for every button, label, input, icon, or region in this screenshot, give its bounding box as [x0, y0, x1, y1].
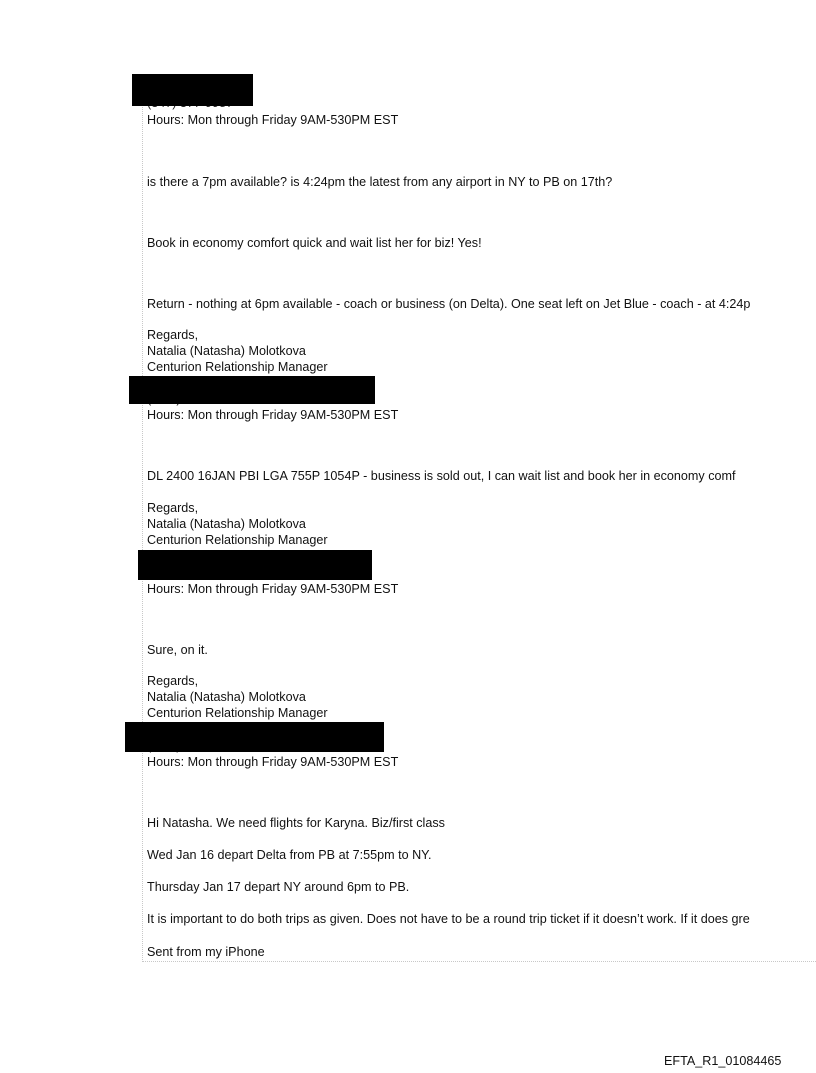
redaction-box: [125, 722, 384, 752]
quote-border-bottom: [142, 961, 816, 962]
message-signature: Sent from my iPhone: [147, 945, 265, 959]
document-id: EFTA_R1_01084465: [664, 1054, 782, 1068]
message-body: Sure, on it.: [147, 643, 208, 657]
signature-title: Centurion Relationship Manager: [147, 706, 328, 720]
message-body: DL 2400 16JAN PBI LGA 755P 1054P - business is sold out, I can wait list and book her in economy comf: [147, 469, 736, 483]
message-body: Book in economy comfort quick and wait list her for biz! Yes!: [147, 236, 482, 250]
hours-line: Hours: Mon through Friday 9AM-530PM EST: [147, 113, 399, 127]
signature-title: Centurion Relationship Manager: [147, 533, 328, 547]
hours-line: Hours: Mon through Friday 9AM-530PM EST: [147, 755, 399, 769]
message-greeting: Hi Natasha. We need flights for Karyna. Biz/first class: [147, 816, 445, 830]
signature-name: Natalia (Natasha) Molotkova: [147, 517, 306, 531]
quote-border-left: [142, 100, 143, 962]
redaction-box: [138, 550, 372, 580]
signature-name: Natalia (Natasha) Molotkova: [147, 690, 306, 704]
signature-title: Centurion Relationship Manager: [147, 360, 328, 374]
message-line: Wed Jan 16 depart Delta from PB at 7:55pm to NY.: [147, 848, 432, 862]
hours-line: Hours: Mon through Friday 9AM-530PM EST: [147, 582, 399, 596]
redaction-box: [132, 74, 253, 106]
message-line: It is important to do both trips as given. Does not have to be a round trip ticket if it doesn’t work. If it does gre: [147, 912, 750, 926]
redaction-box: [129, 376, 375, 404]
message-body: is there a 7pm available? is 4:24pm the latest from any airport in NY to PB on 17th?: [147, 175, 613, 189]
signature-regards: Regards,: [147, 328, 199, 342]
signature-regards: Regards,: [147, 674, 199, 688]
hours-line: Hours: Mon through Friday 9AM-530PM EST: [147, 408, 399, 422]
signature-regards: Regards,: [147, 501, 199, 515]
message-line: Thursday Jan 17 depart NY around 6pm to PB.: [147, 880, 410, 894]
signature-name: Natalia (Natasha) Molotkova: [147, 344, 306, 358]
message-body: Return - nothing at 6pm available - coach or business (on Delta). One seat left on Jet Blue - coach - at 4:24p: [147, 297, 751, 311]
